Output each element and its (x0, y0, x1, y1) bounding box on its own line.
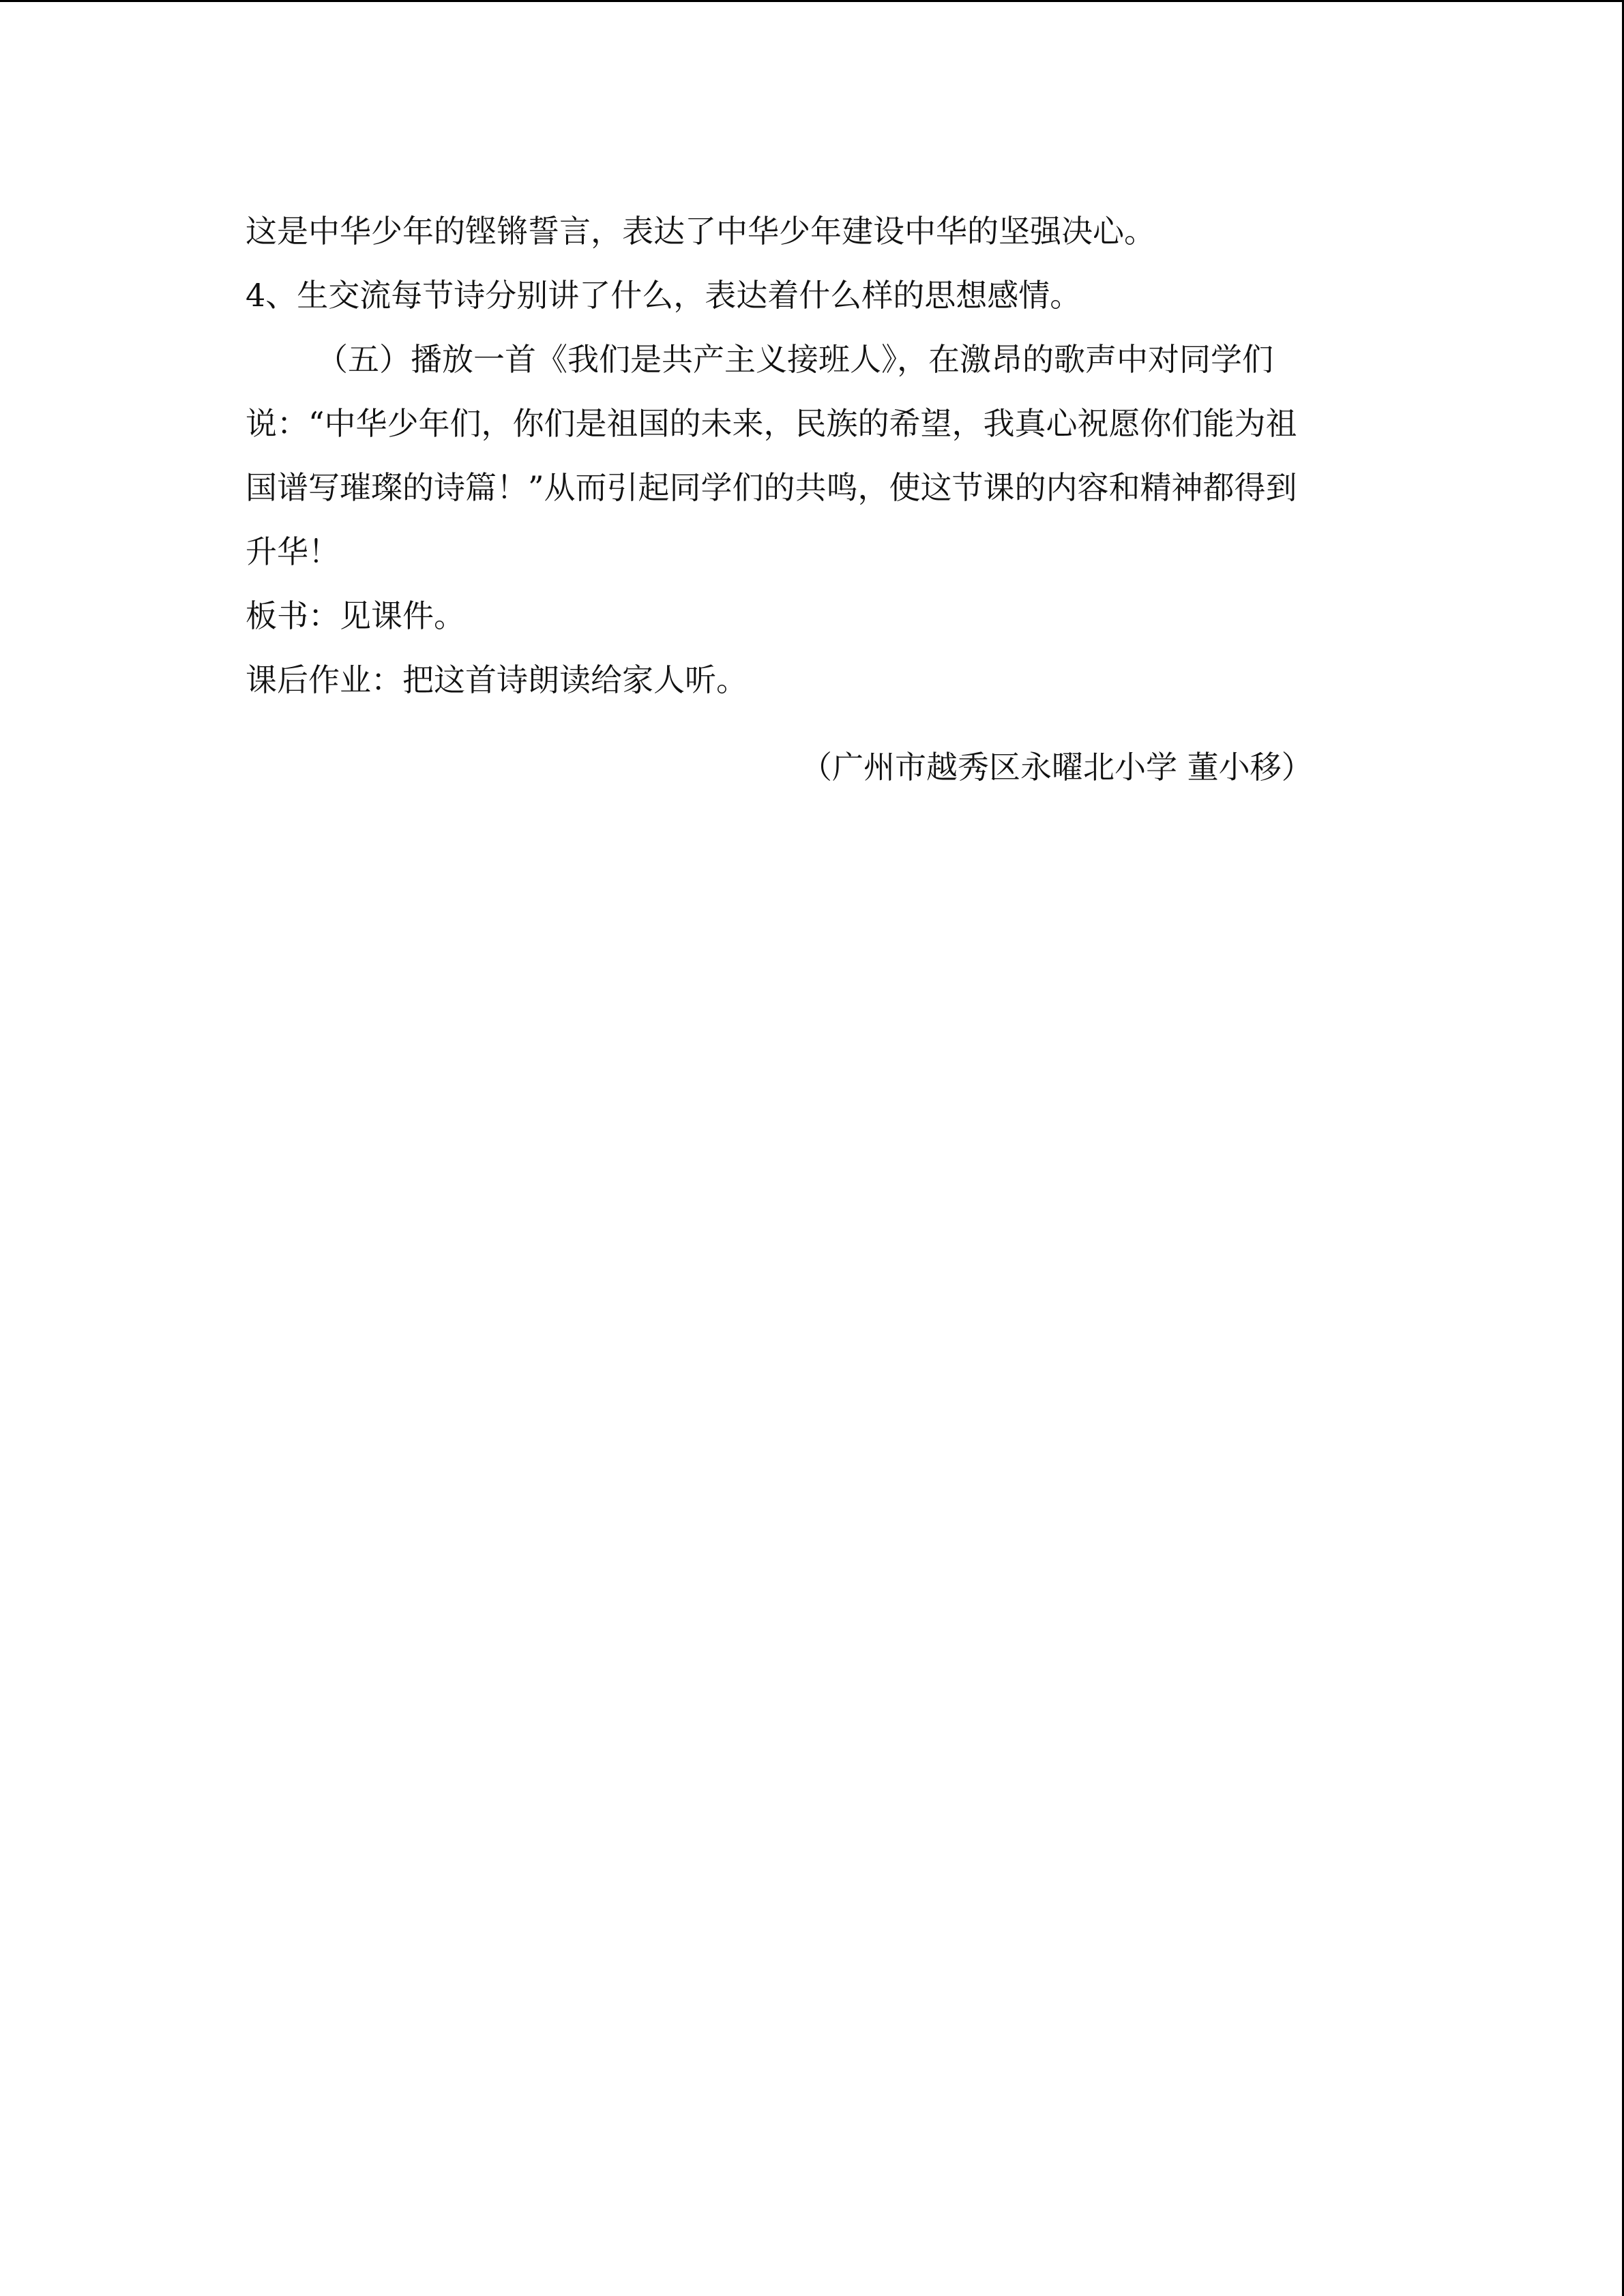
paragraph-step-5-line-3: 国谱写璀璨的诗篇！”从而引起同学们的共鸣，使这节课的内容和精神都得到 (246, 469, 1297, 506)
document-body (246, 199, 1364, 712)
paragraph-step-5-start: （五）播放一首《我们是共产主义接班人》，在激昂的歌声中对同学们 (316, 341, 1273, 378)
paragraph-step-5-line-4: 升华！ (246, 533, 340, 570)
paragraph-vow-summary: 这是中华少年的铿锵誓言，表达了中华少年建设中华的坚强决心。 (246, 213, 1155, 250)
paragraph-homework: 课后作业：把这首诗朗读给家人听。 (246, 661, 748, 698)
page-top-border (0, 0, 1624, 2)
paragraph-step-5-line-2: 说：“中华少年们，你们是祖国的未来，民族的希望，我真心祝愿你们能为祖 (246, 405, 1297, 442)
paragraph-step-4: 4、生交流每节诗分别讲了什么，表达着什么样的思想感情。 (246, 277, 1082, 314)
paragraph-board-writing: 板书：见课件。 (246, 597, 465, 634)
author-signature: （广州市越秀区永曜北小学 董小移） (801, 749, 1313, 786)
